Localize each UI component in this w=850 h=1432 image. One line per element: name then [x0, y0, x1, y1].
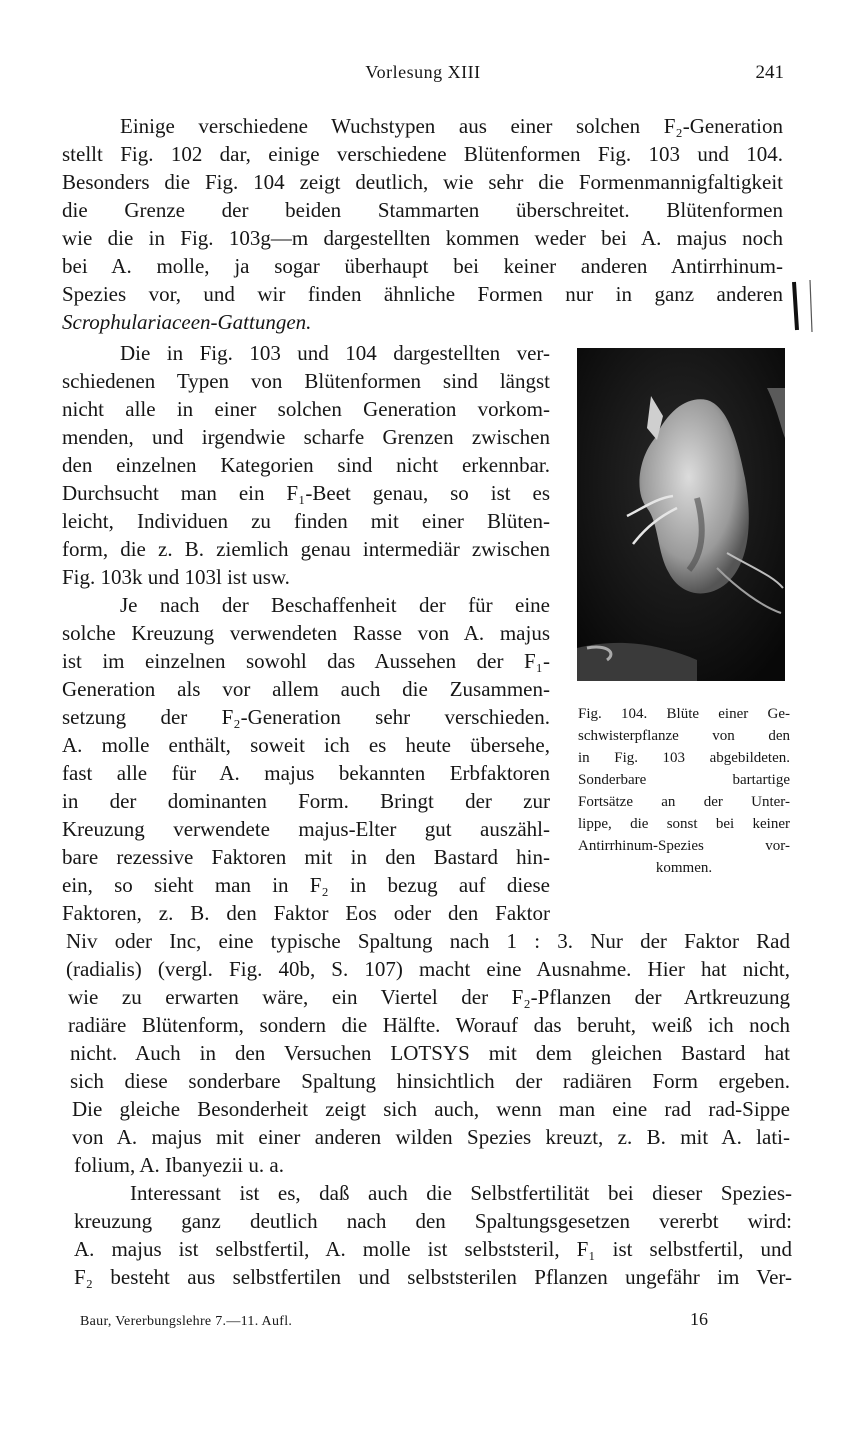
text-line: Einige verschiedene Wuchstypen aus einer solchen F₂-Generation	[120, 114, 783, 138]
caption-line: Fortsätze an der Unter-	[578, 794, 790, 810]
text-line: kreuzung ganz deutlich nach den Spaltungsgesetzen vererbt wird:	[74, 1209, 792, 1233]
footer-imprint: Baur, Vererbungslehre 7.—11. Aufl.	[80, 1314, 293, 1329]
text-line: F₂ besteht aus selbstfertilen und selbststerilen Pflanzen ungefähr im Ver-	[74, 1265, 792, 1289]
text-line: A. molle enthält, soweit ich es heute übersehe,	[62, 733, 550, 757]
text-line: schiedenen Typen von Blütenformen sind längst	[62, 369, 550, 393]
text-line: Besonders die Fig. 104 zeigt deutlich, wie sehr die Formenmannigfaltigkeit	[62, 170, 783, 194]
text-line: ist im einzelnen sowohl das Aussehen der F₁-	[62, 649, 550, 673]
caption-line: in Fig. 103 abgebildeten.	[578, 750, 790, 766]
text-line: Die in Fig. 103 und 104 dargestellten ver-	[120, 341, 550, 365]
text-line: form, die z. B. ziemlich genau intermediär zwischen	[62, 537, 550, 561]
text-line: in der dominanten Form. Bringt der zur	[62, 789, 550, 813]
margin-mark	[788, 278, 818, 334]
text-line: bare rezessive Faktoren mit in den Bastard hin-	[62, 845, 550, 869]
caption-line: Fig. 104. Blüte einer Ge-	[578, 706, 790, 722]
text-line: stellt Fig. 102 dar, einige verschiedene Blütenformen Fig. 103 und 104.	[62, 142, 783, 166]
caption-line: Sonderbare bartartige	[578, 772, 790, 788]
text-line: setzung der F₂-Generation sehr verschieden.	[62, 705, 550, 729]
figure-photo	[577, 348, 785, 681]
caption-line: Antirrhinum-Spezies vor-	[578, 838, 790, 854]
text-line: Interessant ist es, daß auch die Selbstfertilität bei dieser Spezies-	[130, 1181, 792, 1205]
text-line: nicht alle in einer solchen Generation vorkom-	[62, 397, 550, 421]
text-line: radiäre Blütenform, sondern die Hälfte. Worauf das beruht, weiß ich noch	[68, 1013, 790, 1037]
text-line: solche Kreuzung verwendeten Rasse von A. majus	[62, 621, 550, 645]
text-line: wie die in Fig. 103g—m dargestellten kommen weder bei A. majus noch	[62, 226, 783, 250]
text-line: den einzelnen Kategorien sind nicht erkennbar.	[62, 453, 550, 477]
text-line: ein, so sieht man in F₂ in bezug auf diese	[62, 873, 550, 897]
text-line: Generation als vor allem auch die Zusammen-	[62, 677, 550, 701]
text-line: menden, und irgendwie scharfe Grenzen zwischen	[62, 425, 550, 449]
text-line: bei A. molle, ja sogar überhaupt bei keiner anderen Antirrhinum-	[62, 254, 783, 278]
text-line: folium, A. Ibanyezii u. a.	[74, 1153, 284, 1177]
text-line: nicht. Auch in den Versuchen LOTSYS mit dem gleichen Bastard hat	[70, 1041, 790, 1065]
text-line: Scrophulariaceen-Gattungen.	[62, 310, 312, 334]
text-line: wie zu erwarten wäre, ein Viertel der F₂-Pflanzen der Artkreuzung	[68, 985, 790, 1009]
caption-line: schwisterpflanze von den	[578, 728, 790, 744]
text-line: die Grenze der beiden Stammarten überschreitet. Blütenformen	[62, 198, 783, 222]
figure-caption	[578, 703, 790, 879]
text-line: Fig. 103k und 103l ist usw.	[62, 565, 290, 589]
text-line: Die gleiche Besonderheit zeigt sich auch, wenn man eine rad rad-Sippe	[72, 1097, 790, 1121]
text-line: sich diese sonderbare Spaltung hinsichtlich der radiären Form ergeben.	[70, 1069, 790, 1093]
text-line: Durchsucht man ein F₁-Beet genau, so ist es	[62, 481, 550, 505]
running-head: Vorlesung XIII	[365, 62, 481, 82]
text-line: A. majus ist selbstfertil, A. molle ist selbststeril, F₁ ist selbstfertil, und	[74, 1237, 792, 1261]
text-line: von A. majus mit einer anderen wilden Spezies kreuzt, z. B. mit A. lati-	[72, 1125, 790, 1149]
text-line: (radialis) (vergl. Fig. 40b, S. 107) macht eine Ausnahme. Hier hat nicht,	[66, 957, 790, 981]
text-line: Kreuzung verwendete majus-Elter gut auszähl-	[62, 817, 550, 841]
caption-line: kommen.	[655, 860, 713, 876]
text-line: Faktoren, z. B. den Faktor Eos oder den Faktor	[62, 901, 550, 925]
text-line: Je nach der Beschaffenheit der für eine	[120, 593, 550, 617]
signature-mark: 16	[690, 1309, 708, 1329]
text-line: Spezies vor, und wir finden ähnliche Formen nur in ganz anderen	[62, 282, 783, 306]
caption-line: lippe, die sonst bei keiner	[578, 816, 790, 832]
page-header	[62, 62, 784, 90]
page-number: 241	[755, 62, 784, 83]
flower-photo	[577, 348, 785, 681]
text-line: fast alle für A. majus bekannten Erbfaktoren	[62, 761, 550, 785]
text-line: Niv oder Inc, eine typische Spaltung nach 1 : 3. Nur der Faktor Rad	[66, 929, 790, 953]
text-line: leicht, Individuen zu finden mit einer Blüten-	[62, 509, 550, 533]
